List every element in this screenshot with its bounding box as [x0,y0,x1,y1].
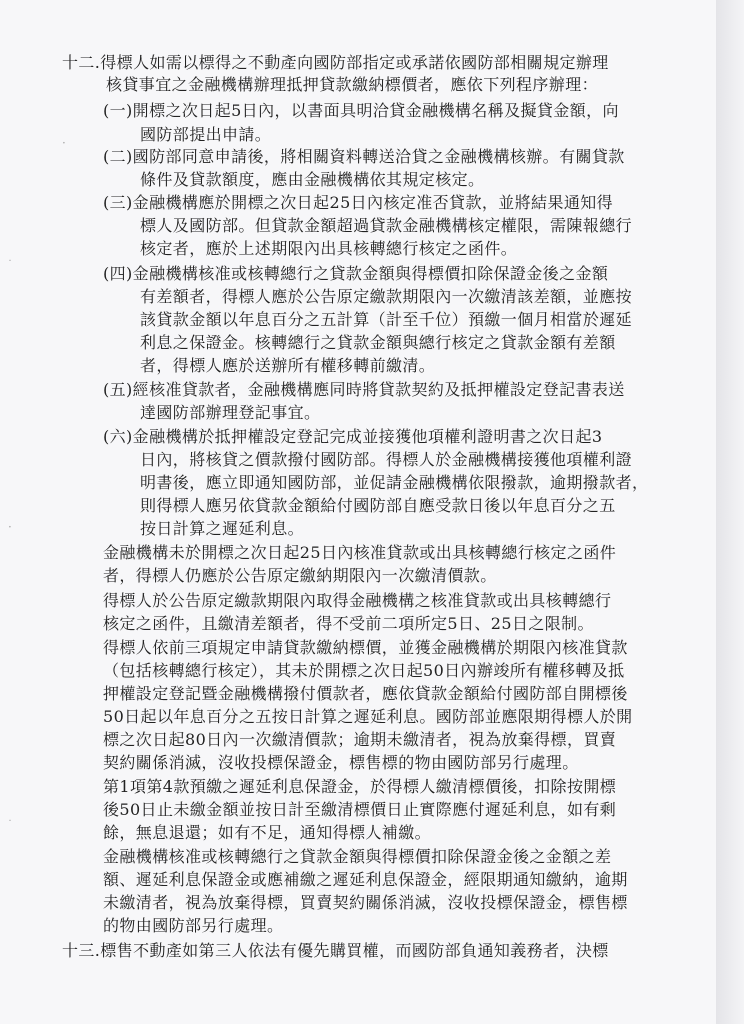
paragraph-line: 金融機構核准或核轉總行之貸款金額與得標價扣除保證金後之金額之差 [103,847,612,866]
item-6-line: (六)金融機構於抵押權設定登記完成並接獲他項權利證明書之次日起3 [103,427,603,446]
item-4-line: 利息之保證金。核轉總行之貸款金額與總行核定之貸款金額有差額 [140,333,616,352]
item-3-line: 核定者，應於上述期限內出具核轉總行核定之函件。 [140,239,518,258]
scan-artifact: ˙ [7,258,13,272]
paragraph-line: 金融機構未於開標之次日起25日內核准貸款或出具核轉總行核定之函件 [103,543,617,562]
item-5-line: 達國防部辦理登記事宜。 [140,403,321,422]
clause-text-line: 核貸事宜之金融機構辦理抵押貸款繳納標價者，應依下列程序辦理： [106,75,599,94]
item-2-line: 條件及貸款額度，應由金融機構依其規定核定。 [140,170,485,189]
item-3-line: 標人及國防部。但貸款金額超過貸款金融機構核定權限，需陳報總行 [140,216,633,235]
paragraph-line: 額、遲延利息保證金或應補繳之遲延利息保證金，經限期通知繳納，逾期 [103,870,628,889]
paragraph-line: 核定之函件，且繳清差額者，得不受前二項所定5日、25日之限制。 [103,614,594,633]
paragraph-line: 第1項第4款預繳之遲延利息保證金，於得標人繳清標價後，扣除按開標 [103,777,617,796]
clause-12-heading: 十二.得標人如需以標得之不動產向國防部指定或承諾依國防部相關規定辦理 [62,53,609,72]
item-4-line: 有差額者，得標人應於公告原定繳款期限內一次繳清該差額，並應按 [140,287,633,306]
item-1-line: (一)開標之次日起5日內，以書面具明洽貸金融機構名稱及擬貸金額，向 [103,101,619,120]
paragraph-line: 標之次日起80日內一次繳清價款；逾期未繳清者，視為放棄得標，買賣 [103,730,617,749]
paragraph-line: 者，得標人仍應於公告原定繳納期限內一次繳清價款。 [103,566,497,585]
paragraph-line: 後50日止未繳金額並按日計至繳清標價日止實際應付遲延利息，如有剩 [103,800,617,819]
item-4-line: 該貸款金額以年息百分之五計算（計至千位）預繳一個月相當於遲延 [140,310,633,329]
item-6-line: 明書後，應立即通知國防部，並促請金融機構依限撥款，逾期撥款者， [140,473,649,492]
paragraph-line: 得標人於公告原定繳款期限內取得金融機構之核准貸款或出具核轉總行 [103,591,612,610]
item-6-line: 則得標人應另依貸款金額給付國防部自應受款日後以年息百分之五 [140,496,616,515]
paragraph-line: 餘，無息退還；如有不足，通知得標人補繳。 [103,823,432,842]
paragraph-line: 押權設定登記暨金融機構撥付價款者，應依貸款金額給付國防部自開標後 [103,684,628,703]
item-6-line: 日內，將核貸之價款撥付國防部。得標人於金融機構接獲他項權利證 [140,450,633,469]
scan-artifact: · [62,136,66,150]
item-5-line: (五)經核准貸款者，金融機構應同時將貸款契約及抵押權設定登記書表送 [103,380,625,399]
item-6-line: 按日計算之遲延利息。 [140,519,305,538]
item-1-line: 國防部提出申請。 [140,125,272,144]
item-3-line: (三)金融機構應於開標之次日起25日內核定准否貸款，並將結果通知得 [103,193,614,212]
scan-artifact: ˙ [7,818,13,832]
paragraph-line: 契約關係消滅，沒收投標保證金，標售標的物由國防部另行處理。 [103,753,579,772]
item-2-line: (二)國防部同意申請後，將相關資料轉送洽貸之金融機構核辦。有關貸款 [103,147,625,166]
paragraph-line: 的物由國防部另行處理。 [103,916,284,935]
paragraph-line: （包括核轉總行核定），其未於開標之次日起50日內辦竣所有權移轉及抵 [103,661,625,680]
item-4-line: 者，得標人應於送辦所有權移轉前繳清。 [140,356,436,375]
paragraph-line: 得標人依前三項規定申請貸款繳納標價，並獲金融機構於期限內核准貸款 [103,638,628,657]
item-4-line: (四)金融機構核准或核轉總行之貸款金額與得標價扣除保證金後之金額 [103,264,609,283]
paragraph-line: 未繳清者，視為放棄得標，買賣契約關係消滅，沒收投標保證金，標售標 [103,893,628,912]
page-edge [716,0,744,1024]
scan-artifact: · [8,520,12,534]
clause-13-heading: 十三.標售不動產如第三人依法有優先購買權，而國防部負通知義務者，決標 [62,941,609,960]
paragraph-line: 50日起以年息百分之五按日計算之遲延利息。國防部並應限期得標人於開 [103,707,633,726]
